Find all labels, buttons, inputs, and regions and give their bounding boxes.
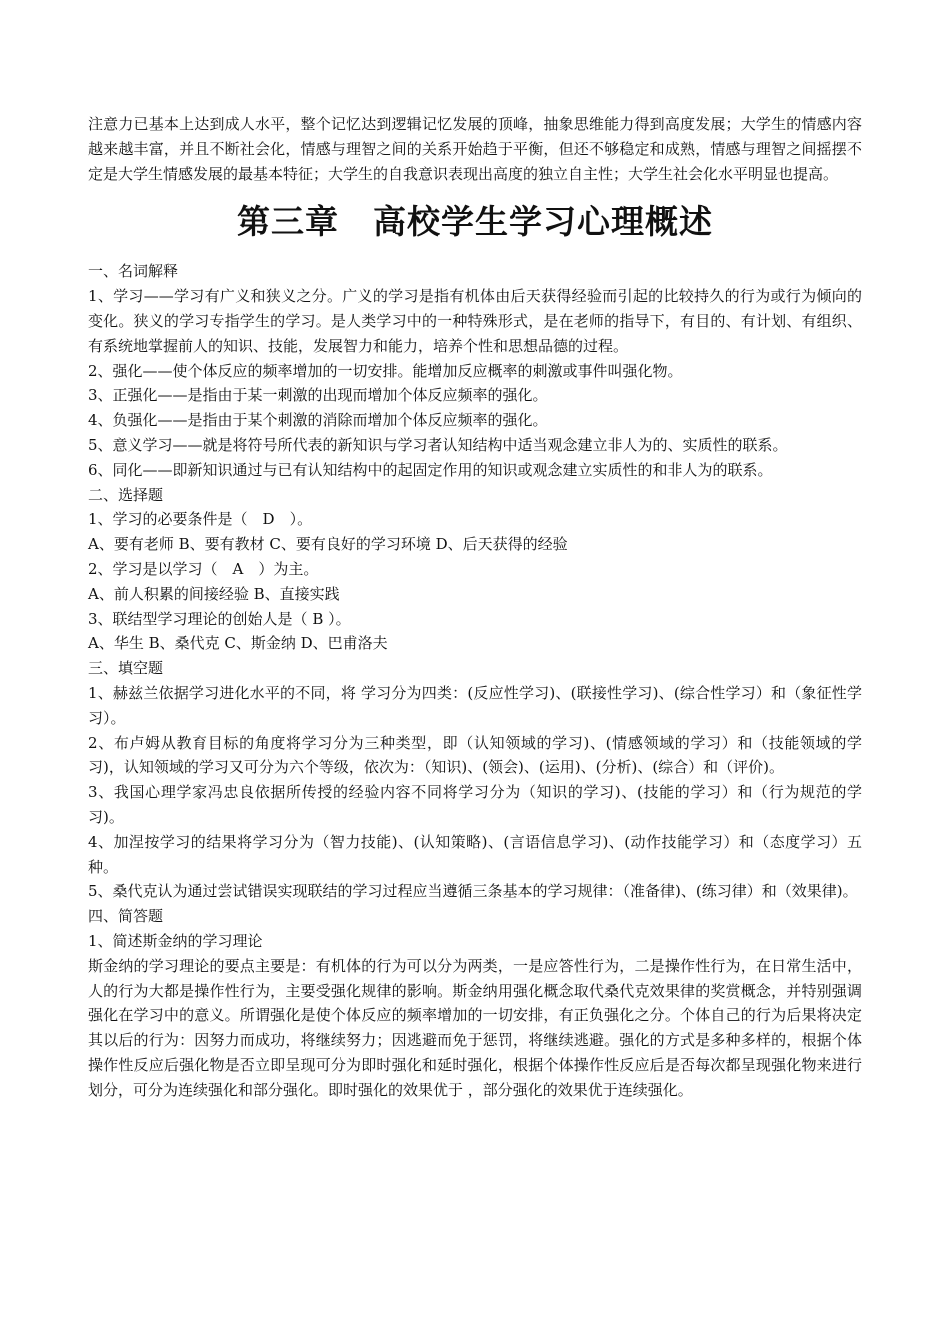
section-heading-short-answer: 四、简答题	[88, 907, 164, 926]
fill-item-2: 2、布卢姆从教育目标的角度将学习分为三种类型，即（认知领域的学习)、(情感领域的学习）和（技能领域的学习)，认知领域的学习又可分为六个等级，依次为：（知识)、(领会)、(运用)、(分析)、(综合）和（评价)。	[88, 733, 862, 777]
choice-options-2: A、前人积累的间接经验 B、直接实践	[88, 584, 340, 603]
short-answer-answer-1: 斯金纳的学习理论的要点主要是：有机体的行为可以分为两类，一是应答性行为，二是操作性行为，在日常生活中，人的行为大都是操作性行为，主要受强化规律的影响。斯金纳用强化概念取代桑代克效果律的奖赏概念，并特别强调强化在学习中的意义。所谓强化是使个体反应的频率增加的一切安排，有正负强化之分。个体自己的行为后果将决定其以后的行为：因努力而成功，将继续努力；因逃避而免于惩罚，将继续逃避。强化的方式是多种多样的，根据个体操作性反应后强化物是否立即呈现可分为即时强化和延时强化，根据个体操作性反应后是否每次都呈现强化物来进行划分，可分为连续强化和部分强化。即时强化的效果优于 ，部分强化的效果优于连续强化。	[88, 956, 862, 1099]
term-item-6: 6、同化——即新知识通过与已有认知结构中的起固定作用的知识或观念建立实质性的和非人为的联系。	[88, 460, 773, 479]
short-answer-question-1: 1、简述斯金纳的学习理论	[88, 931, 263, 950]
term-item-4: 4、负强化——是指由于某个刺激的消除而增加个体反应频率的强化。	[88, 411, 548, 430]
fill-item-3: 3、我国心理学家冯忠良依据所传授的经验内容不同将学习分为（知识的学习)、(技能的学习）和（行为规范的学习)。	[88, 783, 862, 826]
fill-item-1: 1、赫兹兰依据学习进化水平的不同，将 学习分为四类：(反应性学习)、(联接性学习)、(综合性学习）和（象征性学习）。	[88, 683, 862, 727]
intro-paragraph: 注意力已基本上达到成人水平，整个记忆达到逻辑记忆发展的顶峰，抽象思维能力得到高度发展；大学生的情感内容越来越丰富，并且不断社会化，情感与理智之间的关系开始趋于平衡，但还不够稳定和成熟，情感与理智之间摇摆不定是大学生情感发展的最基本特征；大学生的自我意识表现出高度的独立自主性；大学生社会化水平明显也提高。	[88, 115, 862, 183]
choice-options-1: A、要有老师 B、要有教材 C、要有良好的学习环境 D、后天获得的经验	[88, 535, 568, 554]
choice-question-3: 3、联结型学习理论的创始人是（ B ）。	[88, 609, 351, 628]
term-item-2: 2、强化——使个体反应的频率增加的一切安排。能增加反应概率的刺激或事件叫强化物。	[88, 361, 683, 380]
section-heading-fill: 三、填空题	[88, 659, 164, 678]
choice-question-1: 1、学习的必要条件是（ D ）。	[88, 510, 313, 529]
choice-question-2: 2、学习是以学习（ A ）为主。	[88, 559, 319, 578]
section-heading-terms: 一、名词解释	[88, 262, 179, 281]
fill-item-4: 4、加涅按学习的结果将学习分为（智力技能)、(认知策略)、(言语信息学习)、(动作技能学习）和（态度学习）五种。	[88, 832, 862, 876]
choice-options-3: A、华生 B、桑代克 C、斯金纳 D、巴甫洛夫	[88, 634, 388, 653]
fill-item-5: 5、桑代克认为通过尝试错误实现联结的学习过程应当遵循三条基本的学习规律：（准备律)、(练习律）和（效果律)。	[88, 882, 858, 901]
chapter-title: 第三章 高校学生学习心理概述	[237, 202, 713, 242]
term-item-3: 3、正强化——是指由于某一刺激的出现而增加个体反应频率的强化。	[88, 386, 548, 405]
document-page	[88, 112, 862, 1102]
term-item-5: 5、意义学习——就是将符号所代表的新知识与学习者认知结构中适当观念建立非人为的、实质性的联系。	[88, 435, 788, 454]
term-item-1: 1、学习——学习有广义和狭义之分。广义的学习是指有机体由后天获得经验而引起的比较持久的行为或行为倾向的变化。狭义的学习专指学生的学习。是人类学习中的一种特殊形式，是在老师的指导下，有目的、有计划、有组织、有系统地掌握前人的知识、技能，发展智力和能力，培养个性和思想品德的过程。	[88, 287, 862, 355]
section-heading-choice: 二、选择题	[88, 485, 164, 504]
